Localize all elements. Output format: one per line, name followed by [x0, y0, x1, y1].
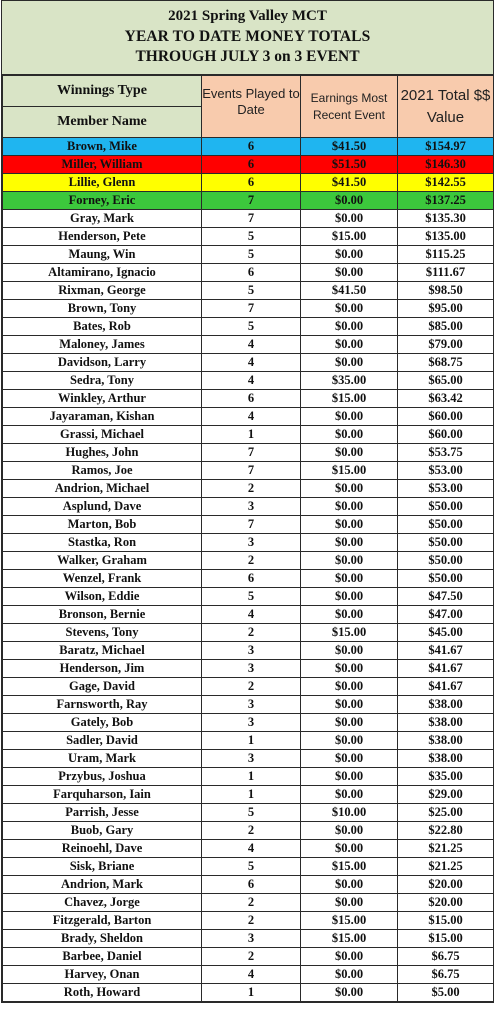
total-value-cell: $142.55	[398, 174, 494, 192]
total-value-cell: $29.00	[398, 786, 494, 804]
table-row	[3, 408, 494, 426]
events-played-cell: 4	[202, 336, 301, 354]
table-row	[3, 768, 494, 786]
money-totals-sheet	[1, 0, 494, 1003]
total-value-cell: $115.25	[398, 246, 494, 264]
earnings-recent-cell: $41.50	[301, 174, 398, 192]
earnings-recent-cell: $0.00	[301, 660, 398, 678]
events-played-cell: 5	[202, 318, 301, 336]
earnings-recent-cell: $0.00	[301, 408, 398, 426]
total-value-cell: $65.00	[398, 372, 494, 390]
table-row	[3, 660, 494, 678]
member-name-cell: Gage, David	[3, 678, 202, 696]
events-played-cell: 2	[202, 552, 301, 570]
member-name-cell: Jayaraman, Kishan	[3, 408, 202, 426]
earnings-recent-cell: $15.00	[301, 462, 398, 480]
table-row	[3, 966, 494, 984]
table-row	[3, 570, 494, 588]
events-played-cell: 1	[202, 732, 301, 750]
member-name-cell: Lillie, Glenn	[3, 174, 202, 192]
table-row	[3, 696, 494, 714]
table-row	[3, 750, 494, 768]
table-row	[3, 714, 494, 732]
events-played-cell: 6	[202, 570, 301, 588]
member-name-cell: Brown, Mike	[3, 138, 202, 156]
earnings-recent-cell: $41.50	[301, 138, 398, 156]
total-value-header: 2021 Total $$ Value	[398, 76, 494, 138]
events-played-cell: 5	[202, 246, 301, 264]
total-value-cell: $38.00	[398, 714, 494, 732]
member-name-cell: Buob, Gary	[3, 822, 202, 840]
total-value-cell: $154.97	[398, 138, 494, 156]
total-value-cell: $60.00	[398, 408, 494, 426]
events-played-cell: 6	[202, 390, 301, 408]
table-row	[3, 228, 494, 246]
events-played-cell: 3	[202, 498, 301, 516]
member-name-cell: Sedra, Tony	[3, 372, 202, 390]
member-name-cell: Andrion, Mark	[3, 876, 202, 894]
earnings-recent-cell: $0.00	[301, 840, 398, 858]
table-row	[3, 372, 494, 390]
member-name-cell: Asplund, Dave	[3, 498, 202, 516]
table-row	[3, 894, 494, 912]
earnings-recent-cell: $15.00	[301, 624, 398, 642]
earnings-recent-cell: $15.00	[301, 390, 398, 408]
table-row	[3, 282, 494, 300]
member-name-cell: Winkley, Arthur	[3, 390, 202, 408]
events-played-cell: 7	[202, 462, 301, 480]
events-played-cell: 4	[202, 840, 301, 858]
total-value-cell: $41.67	[398, 660, 494, 678]
events-played-cell: 3	[202, 534, 301, 552]
total-value-cell: $79.00	[398, 336, 494, 354]
events-played-cell: 3	[202, 642, 301, 660]
earnings-recent-cell: $0.00	[301, 588, 398, 606]
member-name-cell: Forney, Eric	[3, 192, 202, 210]
events-played-cell: 4	[202, 606, 301, 624]
table-row	[3, 552, 494, 570]
events-played-cell: 2	[202, 822, 301, 840]
table-row	[3, 912, 494, 930]
member-name-cell: Marton, Bob	[3, 516, 202, 534]
earnings-recent-cell: $0.00	[301, 534, 398, 552]
header-row-1	[3, 76, 494, 107]
member-name-cell: Maloney, James	[3, 336, 202, 354]
table-row	[3, 336, 494, 354]
total-value-cell: $41.67	[398, 678, 494, 696]
events-played-cell: 7	[202, 210, 301, 228]
earnings-recent-cell: $35.00	[301, 372, 398, 390]
member-name-cell: Andrion, Michael	[3, 480, 202, 498]
events-played-cell: 2	[202, 948, 301, 966]
earnings-recent-cell: $0.00	[301, 246, 398, 264]
table-row	[3, 156, 494, 174]
events-played-cell: 1	[202, 768, 301, 786]
earnings-recent-cell: $0.00	[301, 444, 398, 462]
events-played-cell: 7	[202, 516, 301, 534]
earnings-recent-cell: $0.00	[301, 498, 398, 516]
events-played-cell: 5	[202, 228, 301, 246]
events-played-cell: 5	[202, 858, 301, 876]
member-name-cell: Davidson, Larry	[3, 354, 202, 372]
total-value-cell: $20.00	[398, 876, 494, 894]
events-played-cell: 6	[202, 876, 301, 894]
total-value-cell: $135.30	[398, 210, 494, 228]
earnings-recent-cell: $0.00	[301, 192, 398, 210]
total-value-cell: $5.00	[398, 984, 494, 1002]
events-played-cell: 5	[202, 588, 301, 606]
member-name-cell: Bates, Rob	[3, 318, 202, 336]
total-value-cell: $53.75	[398, 444, 494, 462]
member-name-cell: Roth, Howard	[3, 984, 202, 1002]
total-value-cell: $98.50	[398, 282, 494, 300]
events-played-cell: 2	[202, 678, 301, 696]
total-value-cell: $135.00	[398, 228, 494, 246]
earnings-recent-cell: $0.00	[301, 336, 398, 354]
events-played-cell: 6	[202, 264, 301, 282]
total-value-cell: $63.42	[398, 390, 494, 408]
member-name-cell: Miller, William	[3, 156, 202, 174]
total-value-cell: $95.00	[398, 300, 494, 318]
earnings-recent-cell: $15.00	[301, 930, 398, 948]
table-row	[3, 804, 494, 822]
events-played-cell: 6	[202, 138, 301, 156]
table-row	[3, 732, 494, 750]
total-value-cell: $47.50	[398, 588, 494, 606]
table-row	[3, 354, 494, 372]
member-rows	[3, 138, 494, 1002]
earnings-recent-cell: $15.00	[301, 858, 398, 876]
total-value-cell: $50.00	[398, 516, 494, 534]
table-row	[3, 444, 494, 462]
earnings-recent-cell: $0.00	[301, 894, 398, 912]
member-name-cell: Reinoehl, Dave	[3, 840, 202, 858]
earnings-recent-cell: $0.00	[301, 264, 398, 282]
total-value-cell: $68.75	[398, 354, 494, 372]
table-row	[3, 300, 494, 318]
member-name-cell: Brady, Sheldon	[3, 930, 202, 948]
earnings-recent-cell: $0.00	[301, 552, 398, 570]
table-row	[3, 606, 494, 624]
member-name-cell: Ramos, Joe	[3, 462, 202, 480]
member-name-cell: Brown, Tony	[3, 300, 202, 318]
member-name-cell: Maung, Win	[3, 246, 202, 264]
member-name-cell: Fitzgerald, Barton	[3, 912, 202, 930]
total-value-cell: $137.25	[398, 192, 494, 210]
events-played-cell: 1	[202, 984, 301, 1002]
total-value-cell: $53.00	[398, 462, 494, 480]
table-row	[3, 840, 494, 858]
earnings-recent-cell: $0.00	[301, 354, 398, 372]
table-row	[3, 426, 494, 444]
table-row	[3, 516, 494, 534]
events-played-cell: 5	[202, 282, 301, 300]
table-row	[3, 858, 494, 876]
events-played-cell: 6	[202, 174, 301, 192]
table-row	[3, 948, 494, 966]
total-value-cell: $15.00	[398, 912, 494, 930]
table-row	[3, 588, 494, 606]
table-row	[3, 678, 494, 696]
member-name-cell: Henderson, Jim	[3, 660, 202, 678]
total-value-cell: $47.00	[398, 606, 494, 624]
earnings-recent-cell: $0.00	[301, 876, 398, 894]
earnings-recent-cell: $0.00	[301, 210, 398, 228]
title-line-3: THROUGH JULY 3 on 3 EVENT	[135, 48, 360, 65]
money-totals-table	[2, 75, 494, 1002]
member-name-cell: Chavez, Jorge	[3, 894, 202, 912]
total-value-cell: $41.67	[398, 642, 494, 660]
earnings-recent-cell: $0.00	[301, 318, 398, 336]
events-played-header: Events Played to Date	[202, 76, 301, 138]
member-name-cell: Gray, Mark	[3, 210, 202, 228]
title-line-1: 2021 Spring Valley MCT	[168, 8, 327, 24]
member-name-cell: Altamirano, Ignacio	[3, 264, 202, 282]
table-row	[3, 174, 494, 192]
total-value-cell: $50.00	[398, 552, 494, 570]
earnings-recent-cell: $0.00	[301, 714, 398, 732]
events-played-cell: 6	[202, 156, 301, 174]
total-value-cell: $60.00	[398, 426, 494, 444]
events-played-cell: 7	[202, 192, 301, 210]
earnings-recent-cell: $51.50	[301, 156, 398, 174]
total-value-cell: $38.00	[398, 750, 494, 768]
member-name-cell: Walker, Graham	[3, 552, 202, 570]
earnings-recent-cell: $0.00	[301, 606, 398, 624]
events-played-cell: 2	[202, 480, 301, 498]
member-name-cell: Wenzel, Frank	[3, 570, 202, 588]
earnings-recent-cell: $41.50	[301, 282, 398, 300]
table-row	[3, 462, 494, 480]
total-value-cell: $50.00	[398, 570, 494, 588]
events-played-cell: 4	[202, 354, 301, 372]
earnings-recent-cell: $15.00	[301, 228, 398, 246]
earnings-recent-cell: $0.00	[301, 426, 398, 444]
earnings-recent-cell: $0.00	[301, 516, 398, 534]
table-row	[3, 498, 494, 516]
events-played-cell: 4	[202, 966, 301, 984]
member-name-cell: Sadler, David	[3, 732, 202, 750]
member-name-cell: Stevens, Tony	[3, 624, 202, 642]
member-name-cell: Stastka, Ron	[3, 534, 202, 552]
member-name-cell: Grassi, Michael	[3, 426, 202, 444]
total-value-cell: $50.00	[398, 534, 494, 552]
earnings-recent-cell: $0.00	[301, 642, 398, 660]
events-played-cell: 3	[202, 714, 301, 732]
earnings-recent-cell: $10.00	[301, 804, 398, 822]
total-value-cell: $38.00	[398, 696, 494, 714]
events-played-cell: 7	[202, 300, 301, 318]
events-played-cell: 3	[202, 660, 301, 678]
table-row	[3, 390, 494, 408]
earnings-recent-cell: $0.00	[301, 480, 398, 498]
events-played-cell: 4	[202, 408, 301, 426]
events-played-cell: 3	[202, 930, 301, 948]
total-value-cell: $38.00	[398, 732, 494, 750]
member-name-cell: Henderson, Pete	[3, 228, 202, 246]
earnings-recent-cell: $0.00	[301, 750, 398, 768]
title-block	[2, 1, 493, 75]
member-name-cell: Harvey, Onan	[3, 966, 202, 984]
total-value-cell: $6.75	[398, 948, 494, 966]
total-value-cell: $21.25	[398, 840, 494, 858]
total-value-cell: $21.25	[398, 858, 494, 876]
events-played-cell: 3	[202, 750, 301, 768]
total-value-cell: $45.00	[398, 624, 494, 642]
total-value-cell: $50.00	[398, 498, 494, 516]
events-played-cell: 1	[202, 426, 301, 444]
total-value-cell: $53.00	[398, 480, 494, 498]
member-name-cell: Farquharson, Iain	[3, 786, 202, 804]
member-name-cell: Rixman, George	[3, 282, 202, 300]
events-played-cell: 2	[202, 912, 301, 930]
earnings-recent-cell: $0.00	[301, 570, 398, 588]
member-name-cell: Przybus, Joshua	[3, 768, 202, 786]
earnings-recent-cell: $15.00	[301, 912, 398, 930]
member-name-cell: Wilson, Eddie	[3, 588, 202, 606]
member-name-cell: Hughes, John	[3, 444, 202, 462]
member-name-cell: Gately, Bob	[3, 714, 202, 732]
title-line-2: YEAR TO DATE MONEY TOTALS	[124, 28, 371, 45]
earnings-recent-cell: $0.00	[301, 768, 398, 786]
table-row	[3, 210, 494, 228]
member-name-cell: Farnsworth, Ray	[3, 696, 202, 714]
total-value-cell: $20.00	[398, 894, 494, 912]
earnings-recent-cell: $0.00	[301, 300, 398, 318]
events-played-cell: 2	[202, 894, 301, 912]
table-row	[3, 822, 494, 840]
table-row	[3, 318, 494, 336]
table-row	[3, 786, 494, 804]
earnings-recent-cell: $0.00	[301, 984, 398, 1002]
earnings-recent-cell: $0.00	[301, 696, 398, 714]
member-name-cell: Parrish, Jesse	[3, 804, 202, 822]
earnings-recent-cell: $0.00	[301, 948, 398, 966]
events-played-cell: 3	[202, 696, 301, 714]
events-played-cell: 2	[202, 624, 301, 642]
total-value-cell: $25.00	[398, 804, 494, 822]
events-played-cell: 7	[202, 444, 301, 462]
total-value-cell: $6.75	[398, 966, 494, 984]
table-row	[3, 138, 494, 156]
events-played-cell: 1	[202, 786, 301, 804]
member-name-cell: Baratz, Michael	[3, 642, 202, 660]
table-row	[3, 480, 494, 498]
earnings-recent-cell: $0.00	[301, 966, 398, 984]
winnings-type-header: Winnings Type	[3, 76, 202, 107]
total-value-cell: $111.67	[398, 264, 494, 282]
table-row	[3, 930, 494, 948]
events-played-cell: 5	[202, 804, 301, 822]
table-row	[3, 192, 494, 210]
earnings-recent-cell: $0.00	[301, 732, 398, 750]
total-value-cell: $22.80	[398, 822, 494, 840]
earnings-recent-cell: $0.00	[301, 822, 398, 840]
member-name-cell: Barbee, Daniel	[3, 948, 202, 966]
total-value-cell: $85.00	[398, 318, 494, 336]
earnings-recent-cell: $0.00	[301, 786, 398, 804]
member-name-header: Member Name	[3, 107, 202, 138]
table-row	[3, 534, 494, 552]
table-row	[3, 984, 494, 1002]
earnings-recent-header: Earnings Most Recent Event	[301, 76, 398, 138]
member-name-cell: Bronson, Bernie	[3, 606, 202, 624]
earnings-recent-cell: $0.00	[301, 678, 398, 696]
table-row	[3, 624, 494, 642]
member-name-cell: Uram, Mark	[3, 750, 202, 768]
table-row	[3, 642, 494, 660]
total-value-cell: $146.30	[398, 156, 494, 174]
table-row	[3, 264, 494, 282]
events-played-cell: 4	[202, 372, 301, 390]
total-value-cell: $35.00	[398, 768, 494, 786]
table-row	[3, 246, 494, 264]
table-row	[3, 876, 494, 894]
total-value-cell: $15.00	[398, 930, 494, 948]
member-name-cell: Sisk, Briane	[3, 858, 202, 876]
